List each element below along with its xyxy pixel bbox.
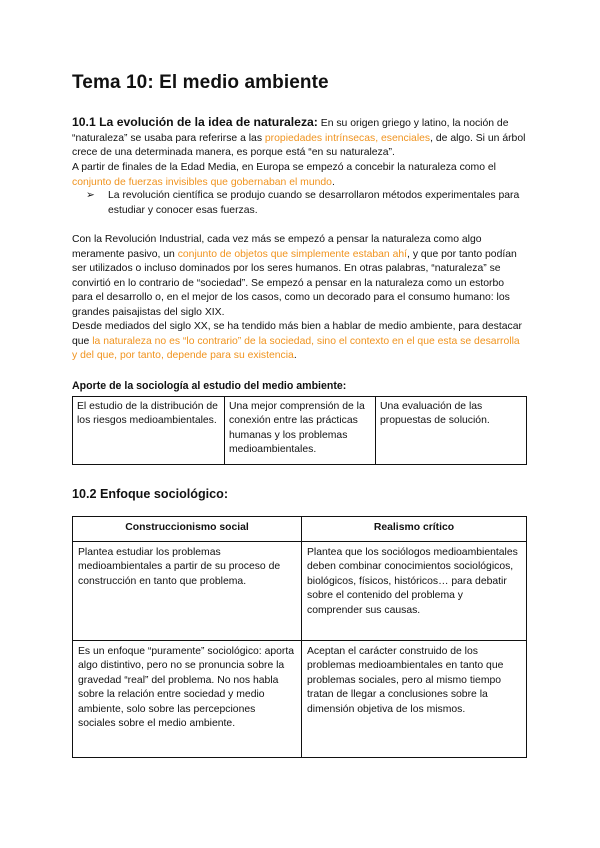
- text: Con la Revolución Industrial, cada vez más se empezó a pensar la naturaleza como algo meramente pasivo, un: [72, 234, 482, 260]
- paragraph-middle-ages: [72, 161, 527, 190]
- highlight-text: propiedades intrínsecas, esenciales: [264, 132, 431, 144]
- paragraph-industrial-revolution: [72, 233, 527, 321]
- table-row: [73, 641, 527, 758]
- highlight-text: la naturaleza no es “lo contrario” de la sociedad, sino el contexto en el que esta se desarrolla y del que, por tanto, depende para su existencia: [72, 335, 520, 362]
- highlight-text: conjunto de objetos que simplemente estaban ahí: [177, 248, 408, 260]
- table-cell: Plantea estudiar los problemas medioambientales a partir de su proceso de construcción en tanto que problema.: [73, 542, 302, 641]
- column-header: Realismo crítico: [302, 517, 527, 542]
- aporte-table: [72, 396, 527, 465]
- text: , de algo. Si un árbol crece de una determinada manera, es porque está “en su naturaleza”.: [72, 132, 526, 159]
- section-2-heading: 10.2 Enfoque sociológico:: [72, 487, 229, 501]
- text: .: [331, 176, 335, 188]
- table-cell: Una mejor comprensión de la conexión entre las prácticas humanas y los problemas medioambientales.: [225, 397, 376, 465]
- aporte-heading: Aporte de la sociología al estudio del medio ambiente:: [72, 380, 347, 392]
- table-cell: Una evaluación de las propuestas de solución.: [376, 397, 527, 465]
- table-cell: Plantea que los sociólogos medioambientales deben combinar conocimientos sociológicos, biológicos, físicos, históricos… para debatir sobre el contenido del problema y comprender sus causas.: [302, 542, 527, 641]
- paragraph-origin: [72, 115, 527, 161]
- paragraph-medio-ambiente: [72, 320, 527, 364]
- text: .: [293, 350, 297, 362]
- text: A partir de finales de la Edad Media, en Europa se empezó a concebir la naturaleza como el: [72, 162, 496, 173]
- column-header: Construccionismo social: [73, 517, 302, 542]
- section-1-heading: 10.1 La evolución de la idea de naturaleza:: [72, 115, 318, 129]
- table-cell: El estudio de la distribución de los riesgos medioambientales.: [73, 397, 225, 465]
- enfoque-table: [72, 516, 527, 758]
- text: En su origen griego y latino, la noción de “naturaleza” se usaba para referirse a las: [72, 118, 509, 144]
- table-row: [73, 397, 527, 465]
- arrow-bullet-icon: ➢: [86, 190, 95, 201]
- highlight-text: conjunto de fuerzas invisibles que gobernaban el mundo: [72, 176, 332, 188]
- bullet-item: [86, 189, 526, 218]
- text: Desde mediados del siglo XX, se ha tendido más bien a hablar de medio ambiente, para destacar que: [72, 321, 522, 347]
- page-title: Tema 10: El medio ambiente: [72, 72, 329, 93]
- table-cell: Aceptan el carácter construido de los problemas medioambientales en tanto que problemas sociales, pero al mismo tiempo tratan de llegar a conclusiones sobre la dimensión objetiva de los mismos.: [302, 641, 527, 758]
- table-cell: Es un enfoque “puramente” sociológico: aporta algo distintivo, pero no se pronuncia sobre la gravedad “real” del problema. No nos habla sobre la relación entre sociedad y medio ambiente, solo sobre las percepciones sociales sobre el medio ambiente.: [73, 641, 302, 758]
- table-row: [73, 542, 527, 641]
- bullet-text: La revolución científica se produjo cuando se desarrollaron métodos experimentales para estudiar y conocer esas fuerzas.: [108, 190, 520, 216]
- table-header-row: [73, 517, 527, 542]
- text: , y que por tanto podían ser utilizados o incluso dominados por los seres humanos. En otras palabras, “naturaleza” se convirtió en lo contrario de “sociedad”. Se empezó a pensar en la naturaleza como un estorbo para el desarrollo o, en el mejor de los casos, como un decorado para el consumo humano: los grandes paisajistas del siglo XIX.: [72, 248, 517, 318]
